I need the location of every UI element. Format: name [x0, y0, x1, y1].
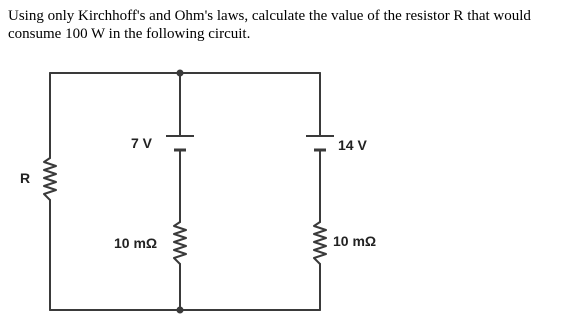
- question-text: Using only Kirchhoff's and Ohm's laws, calculate the value of the resistor R that would consume 100 W in the following circuit.: [8, 8, 531, 42]
- resistor-middle-label: 10 mΩ: [114, 235, 158, 251]
- battery-14v-label: 14 V: [338, 137, 367, 153]
- resistor-right-label: 10 mΩ: [333, 233, 377, 249]
- resistor-middle-symbol: [174, 222, 186, 264]
- junction-bottom: [177, 307, 184, 314]
- resistor-r-label: R: [20, 170, 31, 186]
- battery-7v-label: 7 V: [131, 135, 153, 151]
- junction-top: [177, 70, 184, 77]
- resistor-r-symbol: [44, 158, 56, 200]
- resistor-right-symbol: [314, 222, 326, 264]
